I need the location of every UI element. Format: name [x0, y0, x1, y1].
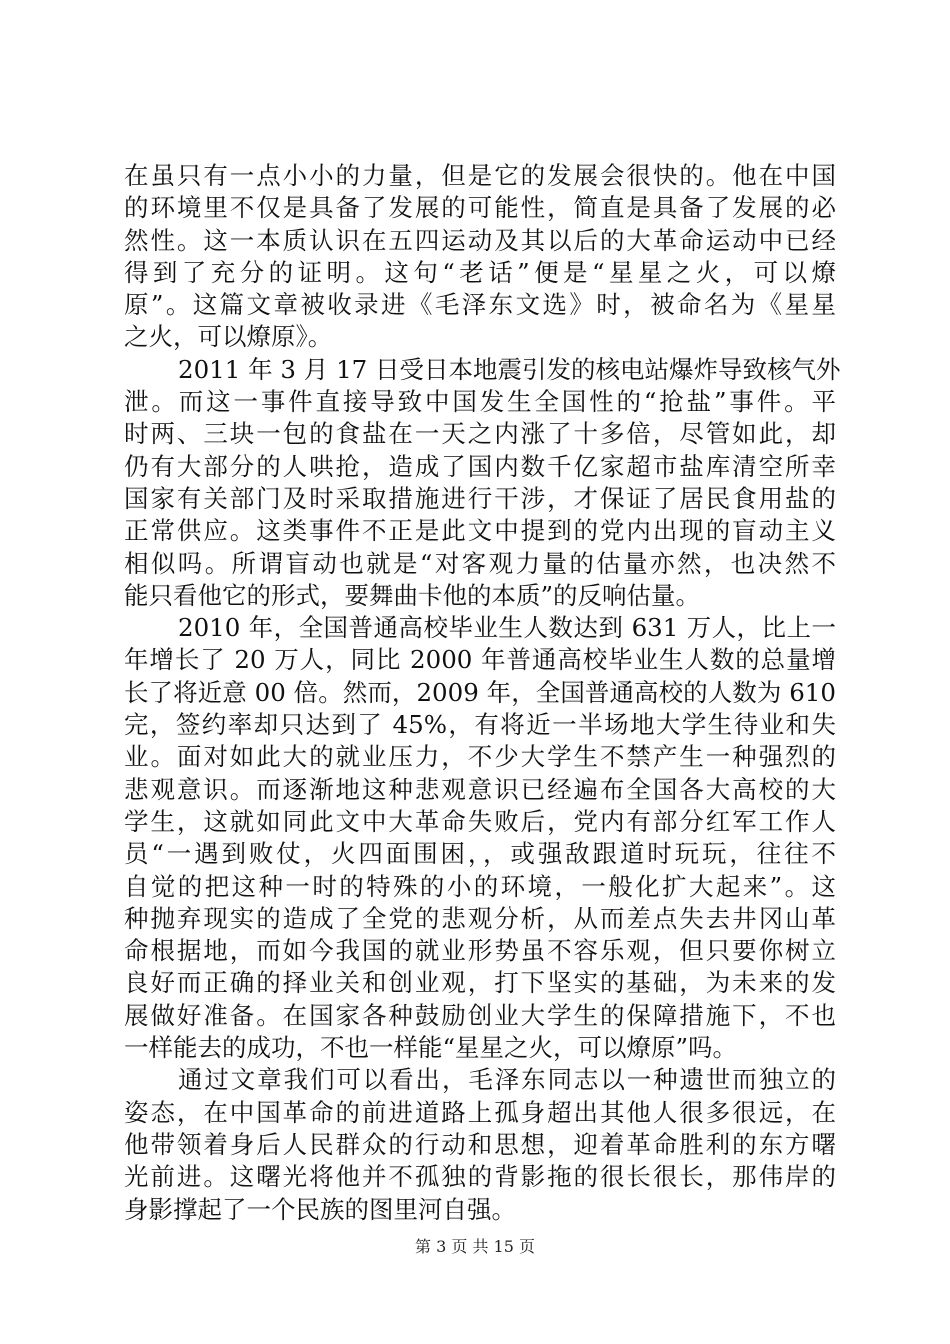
text-line: 能只看他它的形式，要舞曲卡他的本质”的反响估量。 [124, 580, 701, 610]
text-line: 学生，这就如同此文中大革命失败后，党内有部分红军工作人 [124, 806, 836, 836]
text-line: 自觉的把这种一时的特殊的小的环境，一般化扩大起来”。这 [124, 871, 836, 901]
text-line: 通过文章我们可以看出，毛泽东同志以一种遗世而独立的 [178, 1065, 836, 1095]
text-line: 仍有大部分的人哄抢，造成了国内数千亿家超市盐库清空所幸 [124, 451, 836, 481]
text-line: 业。面对如此大的就业压力，不少大学生不禁产生一种强烈的 [124, 742, 836, 772]
text-line: 良好而正确的择业关和创业观，打下坚实的基础，为未来的发 [124, 968, 836, 998]
text-line: 一样能去的成功，不也一样能“星星之火，可以燎原”吗。 [124, 1033, 738, 1063]
text-line: 得到了充分的证明。这句“老话”便是“星星之火，可以燎 [124, 257, 836, 287]
text-line: 在虽只有一点小小的力量，但是它的发展会很快的。他在中国 [124, 161, 836, 190]
text-line: 的环境里不仅是具备了发展的可能性，简直是具备了发展的必 [124, 193, 836, 223]
text-line: 光前进。这曙光将他并不孤独的背影拖的很长很长，那伟岸的 [124, 1162, 836, 1192]
text-line: 他带领着身后人民群众的行动和思想，迎着革命胜利的东方曙 [124, 1129, 836, 1159]
text-line: 国家有关部门及时采取措施进行干涉，才保证了居民食用盐的 [124, 483, 836, 513]
text-line: 展做好准备。在国家各种鼓励创业大学生的保障措施下，不也 [124, 1000, 836, 1030]
text-line: 2011 年 3 月 17 日受日本地震引发的核电站爆炸导致核气外 [178, 354, 841, 384]
text-line: 原”。这篇文章被收录进《毛泽东文选》时，被命名为《星星 [124, 290, 836, 320]
paragraph [124, 1064, 836, 1225]
text-line: 身影撑起了一个民族的图里河自强。 [124, 1194, 516, 1224]
text-line: 命根据地，而如今我国的就业形势虽不容乐观，但只要你树立 [124, 936, 836, 966]
text-line: 员“一遇到败仗，火四面围困，，或强敌跟道时玩玩，往往不 [124, 839, 836, 869]
text-line: 悲观意识。而逐渐地这种悲观意识已经遍布全国各大高校的大 [124, 774, 836, 804]
text-line: 然性。这一本质认识在五四运动及其以后的大革命运动中已经 [124, 225, 836, 255]
text-line: 时两、三块一包的食盐在一天之内涨了十多倍，尽管如此，却 [124, 419, 836, 449]
text-line: 姿态，在中国革命的前进道路上孤身超出其他人很多很远，在 [124, 1097, 836, 1127]
text-line: 泄。而这一事件直接导致中国发生全国性的“抢盐”事件。平 [124, 387, 836, 417]
text-line: 完，签约率却只达到了 45%，有将近一半场地大学生待业和失 [124, 710, 836, 740]
text-line: 相似吗。所谓盲动也就是“对客观力量的估量亦然，也决然不 [124, 548, 836, 578]
text-line: 2010 年，全国普通高校毕业生人数达到 631 万人，比上一 [178, 613, 836, 643]
page-number-footer: 第 3 页 共 15 页 [415, 1237, 535, 1256]
text-line: 长了将近意 00 倍。然而，2009 年，全国普通高校的人数为 610 [124, 677, 836, 707]
text-line: 之火，可以燎原》。 [124, 322, 333, 352]
text-line: 正常供应。这类事件不正是此文中提到的党内出现的盲动主义 [124, 516, 836, 546]
paragraph [124, 354, 841, 612]
text-line: 年增长了 20 万人，同比 2000 年普通高校毕业生人数的总量增 [124, 645, 836, 675]
paragraph [124, 160, 836, 354]
document-body [124, 160, 841, 1226]
paragraph [124, 612, 836, 1064]
text-line: 种抛弃现实的造成了全党的悲观分析，从而差点失去井冈山革 [124, 903, 836, 933]
